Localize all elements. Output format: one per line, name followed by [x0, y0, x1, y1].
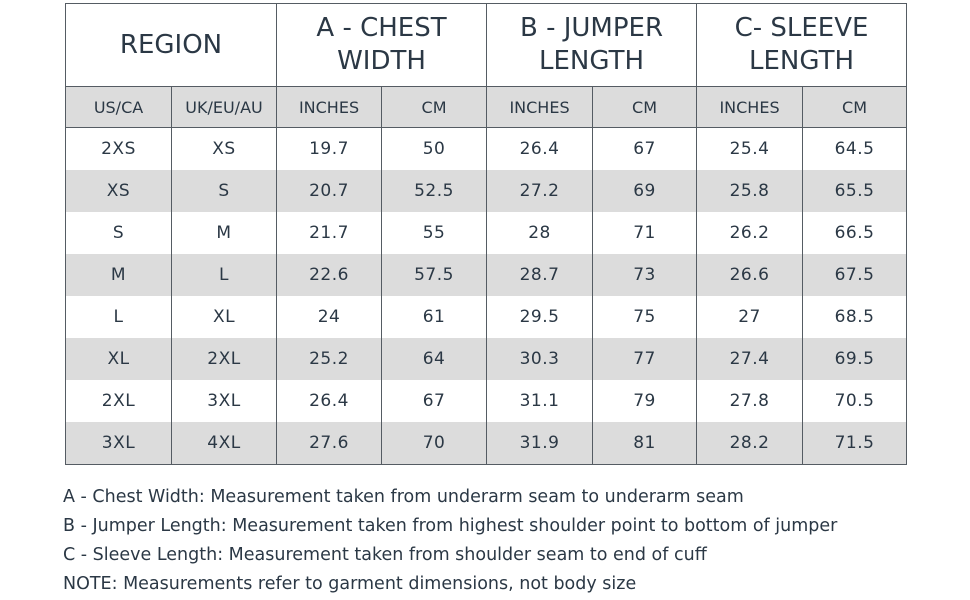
table-cell: 69.5: [803, 338, 907, 380]
chest-width-header: [277, 4, 487, 87]
table-cell: 26.6: [697, 254, 803, 296]
table-cell: 2XL: [172, 338, 277, 380]
column-header-jumper-cm: CM: [593, 87, 697, 128]
table-cell: 64.5: [803, 128, 907, 171]
unit-header-row: [66, 87, 907, 128]
column-header-chest-cm: CM: [382, 87, 487, 128]
table-cell: 28.2: [697, 422, 803, 465]
table-cell: M: [172, 212, 277, 254]
table-cell: XL: [66, 338, 172, 380]
table-cell: 27.2: [487, 170, 593, 212]
table-cell: 67: [593, 128, 697, 171]
table-cell: 24: [277, 296, 382, 338]
table-cell: 55: [382, 212, 487, 254]
table-cell: 70: [382, 422, 487, 465]
sleeve-length-header: [697, 4, 907, 87]
table-row: [66, 338, 907, 380]
column-header-jumper-inches: INCHES: [487, 87, 593, 128]
table-cell: L: [66, 296, 172, 338]
table-cell: 67.5: [803, 254, 907, 296]
table-cell: XS: [66, 170, 172, 212]
table-cell: 22.6: [277, 254, 382, 296]
table-cell: S: [172, 170, 277, 212]
sleeve-header-line1: C- SLEEVE: [734, 13, 869, 43]
table-cell: 75: [593, 296, 697, 338]
column-header-sleeve-inches: INCHES: [697, 87, 803, 128]
table-cell: 67: [382, 380, 487, 422]
table-cell: S: [66, 212, 172, 254]
note-garment-dimensions: NOTE: Measurements refer to garment dimensions, not body size: [63, 574, 637, 594]
table-cell: 27.8: [697, 380, 803, 422]
table-cell: 57.5: [382, 254, 487, 296]
table-cell: 31.1: [487, 380, 593, 422]
table-cell: 64: [382, 338, 487, 380]
jumper-header-line2: LENGTH: [539, 46, 645, 76]
table-cell: 69: [593, 170, 697, 212]
table-cell: 66.5: [803, 212, 907, 254]
table-row: [66, 254, 907, 296]
table-cell: 26.4: [487, 128, 593, 171]
table-cell: XS: [172, 128, 277, 171]
note-sleeve-length: C - Sleeve Length: Measurement taken from shoulder seam to end of cuff: [63, 545, 707, 565]
table-cell: 3XL: [66, 422, 172, 465]
table-row: [66, 422, 907, 465]
table-cell: 3XL: [172, 380, 277, 422]
column-header-us-ca: US/CA: [66, 87, 172, 128]
table-cell: 52.5: [382, 170, 487, 212]
table-cell: 26.4: [277, 380, 382, 422]
table-cell: 21.7: [277, 212, 382, 254]
note-jumper-length: B - Jumper Length: Measurement taken from highest shoulder point to bottom of jumper: [63, 516, 838, 536]
table-cell: 50: [382, 128, 487, 171]
jumper-header-line1: B - JUMPER: [519, 13, 664, 43]
table-cell: 25.2: [277, 338, 382, 380]
table-cell: 29.5: [487, 296, 593, 338]
size-chart-table: [65, 3, 907, 465]
table-cell: L: [172, 254, 277, 296]
table-cell: M: [66, 254, 172, 296]
jumper-length-header: [487, 4, 697, 87]
table-cell: 73: [593, 254, 697, 296]
measurement-notes: [63, 483, 943, 599]
table-cell: 61: [382, 296, 487, 338]
table-cell: 27: [697, 296, 803, 338]
table-cell: 70.5: [803, 380, 907, 422]
column-header-uk-eu-au: UK/EU/AU: [172, 87, 277, 128]
table-cell: 81: [593, 422, 697, 465]
table-cell: 25.4: [697, 128, 803, 171]
table-cell: 65.5: [803, 170, 907, 212]
table-row: [66, 296, 907, 338]
region-header: [66, 4, 277, 87]
table-cell: 27.4: [697, 338, 803, 380]
table-cell: 77: [593, 338, 697, 380]
sleeve-header-line2: LENGTH: [749, 46, 855, 76]
table-row: [66, 212, 907, 254]
table-cell: 71: [593, 212, 697, 254]
table-cell: 30.3: [487, 338, 593, 380]
table-cell: 28: [487, 212, 593, 254]
table-cell: 31.9: [487, 422, 593, 465]
table-cell: 25.8: [697, 170, 803, 212]
table-row: [66, 380, 907, 422]
table-cell: 79: [593, 380, 697, 422]
table-cell: 20.7: [277, 170, 382, 212]
table-cell: XL: [172, 296, 277, 338]
column-header-sleeve-cm: CM: [803, 87, 907, 128]
table-cell: 2XL: [66, 380, 172, 422]
table-row: [66, 170, 907, 212]
table-cell: 19.7: [277, 128, 382, 171]
table-cell: 27.6: [277, 422, 382, 465]
table-cell: 28.7: [487, 254, 593, 296]
region-header-label: REGION: [119, 29, 223, 60]
table-cell: 2XS: [66, 128, 172, 171]
table-row: [66, 128, 907, 171]
table-cell: 71.5: [803, 422, 907, 465]
chest-header-line2: WIDTH: [337, 46, 426, 76]
column-header-chest-inches: INCHES: [277, 87, 382, 128]
table-cell: 68.5: [803, 296, 907, 338]
chest-header-line1: A - CHEST: [316, 13, 447, 43]
table-cell: 4XL: [172, 422, 277, 465]
note-chest-width: A - Chest Width: Measurement taken from underarm seam to underarm seam: [63, 487, 744, 507]
group-header-row: [66, 4, 907, 87]
table-cell: 26.2: [697, 212, 803, 254]
